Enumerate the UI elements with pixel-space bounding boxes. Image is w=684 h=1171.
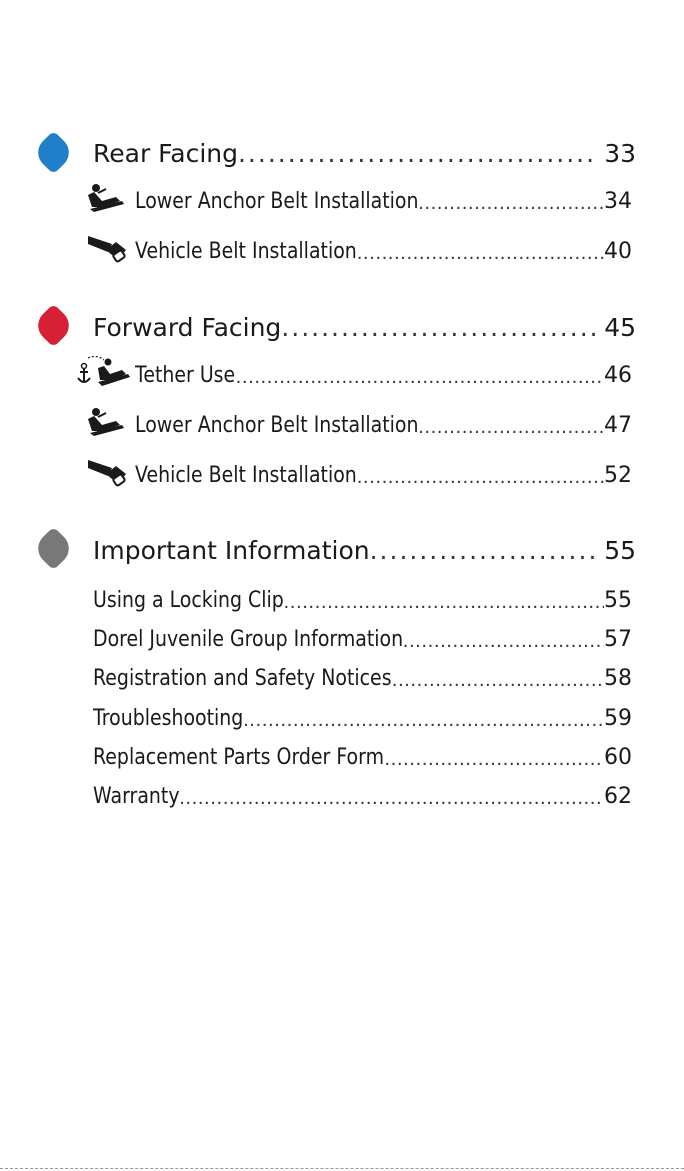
toc-item-replacement-parts[interactable] xyxy=(93,740,632,770)
forward-facing-marker-icon xyxy=(32,304,76,348)
toc-page-number: 55 xyxy=(604,536,636,565)
toc-item-rear-lower-anchor[interactable] xyxy=(135,184,632,214)
tether-anchor-icon xyxy=(74,354,132,388)
toc-item-registration-safety[interactable] xyxy=(93,661,632,691)
toc-page-number: 34 xyxy=(604,189,632,214)
toc-page-number: 59 xyxy=(604,706,632,731)
toc-item-label: Vehicle Belt Installation xyxy=(135,463,357,488)
toc-item-label: Replacement Parts Order Form xyxy=(93,745,385,770)
important-information-marker-icon xyxy=(32,527,76,571)
leader-dots xyxy=(403,631,604,652)
leader-dots xyxy=(384,749,604,770)
lower-anchor-icon xyxy=(86,183,130,213)
toc-page-number: 45 xyxy=(604,313,636,342)
toc-heading-important-information[interactable] xyxy=(93,531,636,565)
toc-item-label: Lower Anchor Belt Installation xyxy=(135,189,419,214)
leader-dots xyxy=(281,313,596,342)
toc-item-troubleshooting[interactable] xyxy=(93,701,632,731)
toc-item-dorel-information[interactable] xyxy=(93,622,632,652)
vehicle-belt-icon xyxy=(86,456,132,488)
leader-dots xyxy=(243,710,604,731)
toc-item-forward-vehicle-belt[interactable] xyxy=(135,458,632,488)
toc-item-warranty[interactable] xyxy=(93,779,632,809)
toc-page-number: 33 xyxy=(604,139,636,168)
toc-heading-forward-facing[interactable] xyxy=(93,308,636,342)
page-edge-rule xyxy=(0,1168,684,1169)
toc-page-number: 52 xyxy=(604,463,632,488)
toc-item-forward-lower-anchor[interactable] xyxy=(135,408,632,438)
toc-item-label: Tether Use xyxy=(135,363,236,388)
toc-page-number: 57 xyxy=(604,627,632,652)
toc-heading-label: Forward Facing xyxy=(93,313,282,342)
toc-item-forward-tether[interactable] xyxy=(135,358,632,388)
toc-heading-label: Rear Facing xyxy=(93,139,238,168)
toc-heading-rear-facing[interactable] xyxy=(93,134,636,168)
toc-page-number: 58 xyxy=(604,666,632,691)
toc-page-number: 60 xyxy=(604,745,632,770)
leader-dots xyxy=(418,417,604,438)
toc-page-number: 55 xyxy=(604,588,632,613)
leader-dots xyxy=(418,193,604,214)
lower-anchor-icon xyxy=(86,407,130,437)
toc-item-label: Using a Locking Clip xyxy=(93,588,284,613)
toc-item-label: Lower Anchor Belt Installation xyxy=(135,413,419,438)
toc-page-number: 40 xyxy=(604,239,632,264)
leader-dots xyxy=(238,139,596,168)
leader-dots xyxy=(236,367,604,388)
toc-page-number: 47 xyxy=(604,413,632,438)
leader-dots xyxy=(370,536,597,565)
toc-item-label: Warranty xyxy=(93,784,180,809)
leader-dots xyxy=(179,788,604,809)
toc-page-number: 46 xyxy=(604,363,632,388)
toc-item-label: Vehicle Belt Installation xyxy=(135,239,357,264)
rear-facing-marker-icon xyxy=(32,131,76,175)
toc-item-label: Dorel Juvenile Group Information xyxy=(93,627,404,652)
toc-item-label: Troubleshooting xyxy=(93,706,244,731)
toc-item-label: Registration and Safety Notices xyxy=(93,666,392,691)
leader-dots xyxy=(357,467,604,488)
toc-heading-label: Important Information xyxy=(93,536,370,565)
leader-dots xyxy=(284,592,604,613)
toc-page-number: 62 xyxy=(604,784,632,809)
leader-dots xyxy=(392,670,604,691)
vehicle-belt-icon xyxy=(86,232,132,264)
toc-item-locking-clip[interactable] xyxy=(93,583,632,613)
leader-dots xyxy=(357,243,604,264)
toc-item-rear-vehicle-belt[interactable] xyxy=(135,234,632,264)
